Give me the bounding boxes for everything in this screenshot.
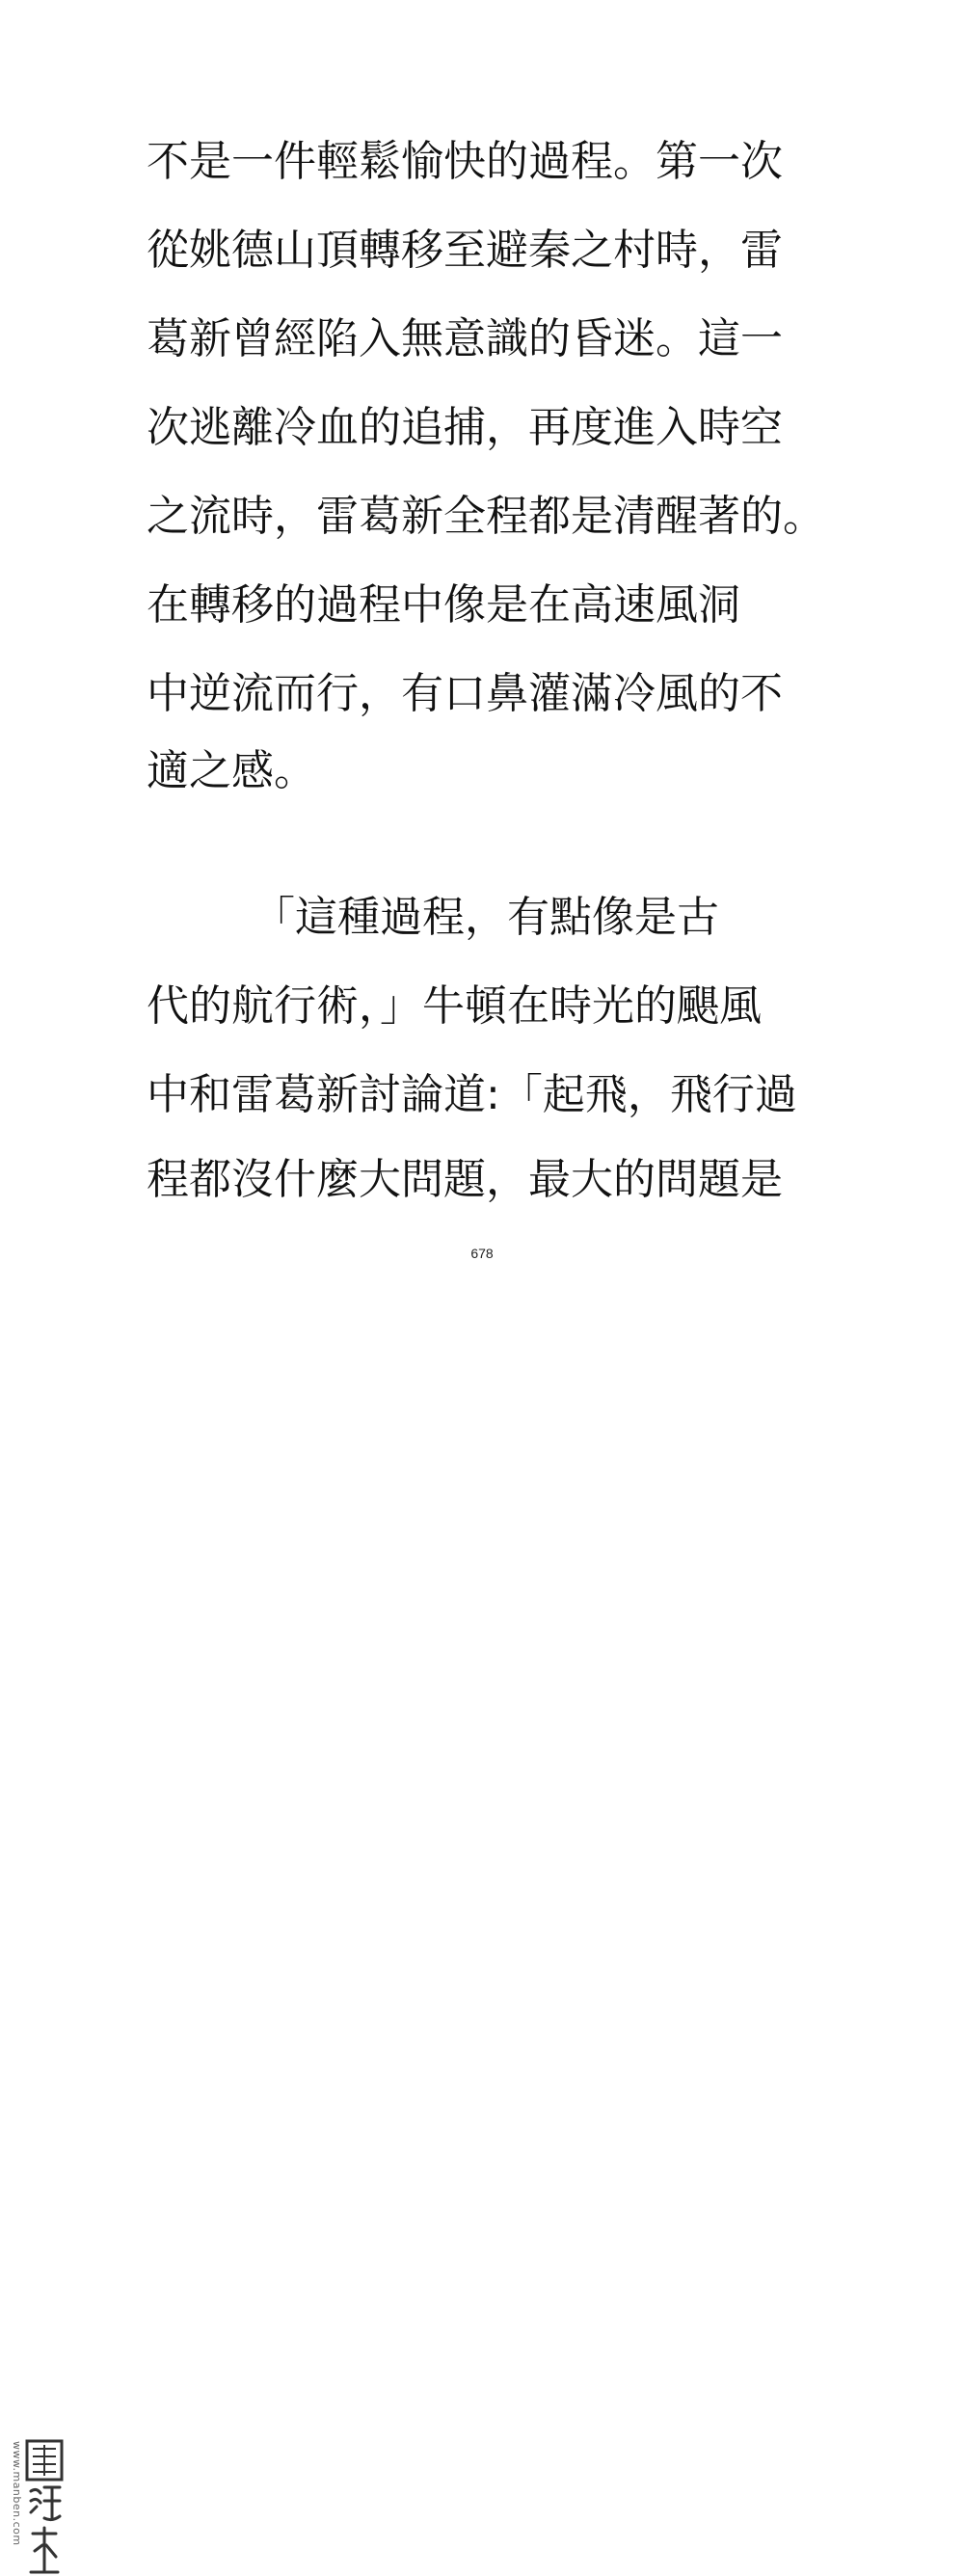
body-line-10: 代的航行術，」牛頓在時光的颶風 [147, 981, 762, 1031]
body-line-3: 葛新曾經陷入無意識的昏迷。這一 [147, 314, 783, 363]
page-number: 678 [470, 1246, 494, 1261]
watermark-logo-icon [23, 2437, 66, 2576]
body-line-1: 不是一件輕鬆愉快的過程。第一次 [147, 137, 783, 186]
body-line-4: 次逃離冷血的追捕，再度進入時空 [147, 403, 783, 452]
body-line-8: 適之感。 [147, 746, 316, 795]
body-line-9: 「這種過程，有點像是古 [147, 893, 719, 942]
watermark-url: www.manben.com [11, 2441, 23, 2546]
body-line-12: 程都沒什麼大問題，最大的問題是 [147, 1155, 783, 1204]
body-line-2: 從姚德山頂轉移至避秦之村時，雷 [147, 226, 783, 275]
body-line-11: 中和雷葛新討論道:「起飛，飛行過 [147, 1070, 797, 1119]
watermark [0, 1217, 69, 2546]
body-line-5: 之流時，雷葛新全程都是清醒著的。 [147, 492, 825, 541]
body-line-7: 中逆流而行，有口鼻灌滿冷風的不 [147, 669, 783, 718]
body-line-6: 在轉移的過程中像是在高速風洞 [147, 580, 740, 630]
